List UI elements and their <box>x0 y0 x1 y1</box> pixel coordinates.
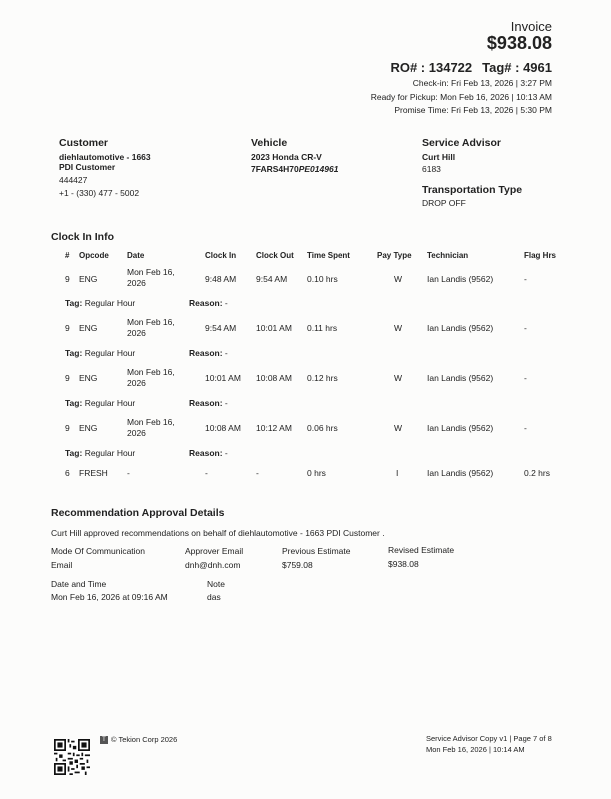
row-pay-type: W <box>394 373 403 383</box>
row-pay-type: W <box>394 323 403 333</box>
customer-name-line2: PDI Customer <box>59 162 116 172</box>
row-date-line1: Mon Feb 16, <box>127 317 175 327</box>
recommendation-heading: Recommendation Approval Details <box>51 507 225 519</box>
row-tag <box>65 298 135 308</box>
row-clock-in: - <box>205 468 208 478</box>
row-flag-hrs: - <box>524 423 527 433</box>
note-value: das <box>207 592 221 602</box>
row-clock-out: 10:12 AM <box>256 423 292 433</box>
tag-value: Regular Hour <box>84 398 136 408</box>
checkin-time: Check-in: Fri Feb 13, 2026 | 3:27 PM <box>412 78 552 88</box>
tag-label: Tag: <box>65 448 83 458</box>
row-reason <box>189 398 228 408</box>
invoice-title: Invoice <box>510 19 552 34</box>
row-date-line2: 2026 <box>127 378 146 388</box>
col-time-spent: Time Spent <box>307 251 350 260</box>
row-date-line1: Mon Feb 16, <box>127 267 175 277</box>
reason-label: Reason: <box>189 348 223 358</box>
customer-heading: Customer <box>59 137 109 149</box>
row-flag-hrs: 0.2 hrs <box>524 468 550 478</box>
row-pay-type: W <box>394 423 403 433</box>
row-number: 9 <box>65 373 70 383</box>
ready-for-pickup-time: Ready for Pickup: Mon Feb 16, 2026 | 10:13 AM <box>370 92 552 102</box>
previous-estimate-label: Previous Estimate <box>282 546 351 556</box>
col-clock-in: Clock In <box>205 251 237 260</box>
row-pay-type: W <box>394 274 403 284</box>
row-number: 9 <box>65 323 70 333</box>
tag-label: Tag: <box>65 398 83 408</box>
transportation-type-heading: Transportation Type <box>422 184 523 196</box>
col-number: # <box>65 251 70 260</box>
row-time-spent: 0 hrs <box>307 468 326 478</box>
row-opcode: FRESH <box>79 468 108 478</box>
reason-label: Reason: <box>189 298 223 308</box>
row-reason <box>189 448 228 458</box>
clock-in-heading: Clock In Info <box>51 231 114 243</box>
row-flag-hrs: - <box>524 274 527 284</box>
row-date-line1: Mon Feb 16, <box>127 367 175 377</box>
qr-code-icon <box>54 738 90 776</box>
date-and-time-value: Mon Feb 16, 2026 at 09:16 AM <box>51 592 168 602</box>
row-date: - <box>127 468 130 478</box>
row-clock-out: 10:08 AM <box>256 373 292 383</box>
col-flag-hrs: Flag Hrs <box>524 251 557 260</box>
row-opcode: ENG <box>79 423 98 433</box>
row-tag <box>65 448 135 458</box>
note-label: Note <box>207 579 225 589</box>
tag-value: Regular Hour <box>84 298 136 308</box>
row-time-spent: 0.11 hrs <box>307 323 338 333</box>
row-clock-in: 9:48 AM <box>205 274 237 284</box>
printed-timestamp: Mon Feb 16, 2026 | 10:14 AM <box>426 745 525 754</box>
row-time-spent: 0.06 hrs <box>307 423 338 433</box>
col-technician: Technician <box>427 251 469 260</box>
row-date-line1: Mon Feb 16, <box>127 417 175 427</box>
tag-value: Regular Hour <box>84 448 136 458</box>
tag-number: Tag# : 4961 <box>482 60 552 75</box>
tag-value: Regular Hour <box>84 348 136 358</box>
row-date-line2: 2026 <box>127 428 146 438</box>
col-date: Date <box>127 251 145 260</box>
customer-id: 444427 <box>59 175 88 185</box>
row-tag <box>65 398 135 408</box>
row-date-line2: 2026 <box>127 328 146 338</box>
vehicle-heading: Vehicle <box>251 137 288 149</box>
row-date <box>127 267 187 289</box>
ro-number: RO# : 134722 <box>390 60 473 75</box>
service-advisor-name: Curt Hill <box>422 152 456 162</box>
row-clock-out: 10:01 AM <box>256 323 292 333</box>
approver-email-value: dnh@dnh.com <box>185 560 241 570</box>
row-tag <box>65 348 135 358</box>
row-number: 9 <box>65 274 70 284</box>
customer-phone: +1 - (330) 477 - 5002 <box>59 188 140 198</box>
vin-suffix: PE014961 <box>298 164 339 174</box>
row-clock-out: 9:54 AM <box>256 274 288 284</box>
row-date-line2: 2026 <box>127 278 146 288</box>
transportation-type-value: DROP OFF <box>422 198 466 208</box>
previous-estimate-value: $759.08 <box>282 560 313 570</box>
row-date <box>127 367 187 389</box>
row-technician: Ian Landis (9562) <box>427 323 494 333</box>
approver-email-label: Approver Email <box>185 546 244 556</box>
row-clock-in: 10:08 AM <box>205 423 241 433</box>
revised-estimate-label: Revised Estimate <box>388 545 455 555</box>
row-time-spent: 0.12 hrs <box>307 373 338 383</box>
row-opcode: ENG <box>79 323 98 333</box>
recommendation-statement: Curt Hill approved recommendations on behalf of diehlautomotive - 1663 PDI Customer . <box>51 528 385 538</box>
copyright-text: © Tekion Corp 2026 <box>111 735 178 744</box>
row-clock-out: - <box>256 468 259 478</box>
service-advisor-id: 6183 <box>422 164 441 174</box>
col-opcode: Opcode <box>79 251 109 260</box>
tag-label: Tag: <box>65 348 83 358</box>
col-clock-out: Clock Out <box>256 251 294 260</box>
row-opcode: ENG <box>79 373 98 383</box>
customer-name-line1: diehlautomotive - 1663 <box>59 152 151 162</box>
reason-label: Reason: <box>189 448 223 458</box>
mode-of-communication-value: Email <box>51 560 73 570</box>
promise-time: Promise Time: Fri Feb 13, 2026 | 5:30 PM <box>394 105 552 115</box>
row-clock-in: 9:54 AM <box>205 323 237 333</box>
row-technician: Ian Landis (9562) <box>427 373 494 383</box>
date-and-time-label: Date and Time <box>51 579 107 589</box>
reason-value: - <box>224 348 228 358</box>
row-number: 9 <box>65 423 70 433</box>
vin-prefix: 7FARS4H70 <box>251 164 299 174</box>
row-opcode: ENG <box>79 274 98 284</box>
invoice-amount: $938.08 <box>486 33 552 53</box>
row-technician: Ian Landis (9562) <box>427 423 494 433</box>
row-flag-hrs: - <box>524 323 527 333</box>
row-date <box>127 317 187 339</box>
reason-value: - <box>224 298 228 308</box>
reason-value: - <box>224 448 228 458</box>
company-copyright <box>100 735 177 744</box>
row-reason <box>189 298 228 308</box>
reason-value: - <box>224 398 228 408</box>
row-clock-in: 10:01 AM <box>205 373 241 383</box>
col-pay-type: Pay Type <box>377 251 412 260</box>
row-technician: Ian Landis (9562) <box>427 274 494 284</box>
row-flag-hrs: - <box>524 373 527 383</box>
row-number: 6 <box>65 468 70 478</box>
vehicle-vin <box>251 164 338 174</box>
row-pay-type: I <box>396 468 399 478</box>
copy-info: Service Advisor Copy v1 | Page 7 of 8 <box>426 734 552 743</box>
service-advisor-heading: Service Advisor <box>422 137 501 149</box>
row-time-spent: 0.10 hrs <box>307 274 338 284</box>
row-date <box>127 417 187 439</box>
row-technician: Ian Landis (9562) <box>427 468 494 478</box>
ro-tag-line <box>390 60 552 75</box>
revised-estimate-value: $938.08 <box>388 559 419 569</box>
tag-label: Tag: <box>65 298 83 308</box>
vehicle-model: 2023 Honda CR-V <box>251 152 322 162</box>
reason-label: Reason: <box>189 398 223 408</box>
row-reason <box>189 348 228 358</box>
mode-of-communication-label: Mode Of Communication <box>51 546 146 556</box>
tekion-logo-icon: T <box>100 736 108 744</box>
